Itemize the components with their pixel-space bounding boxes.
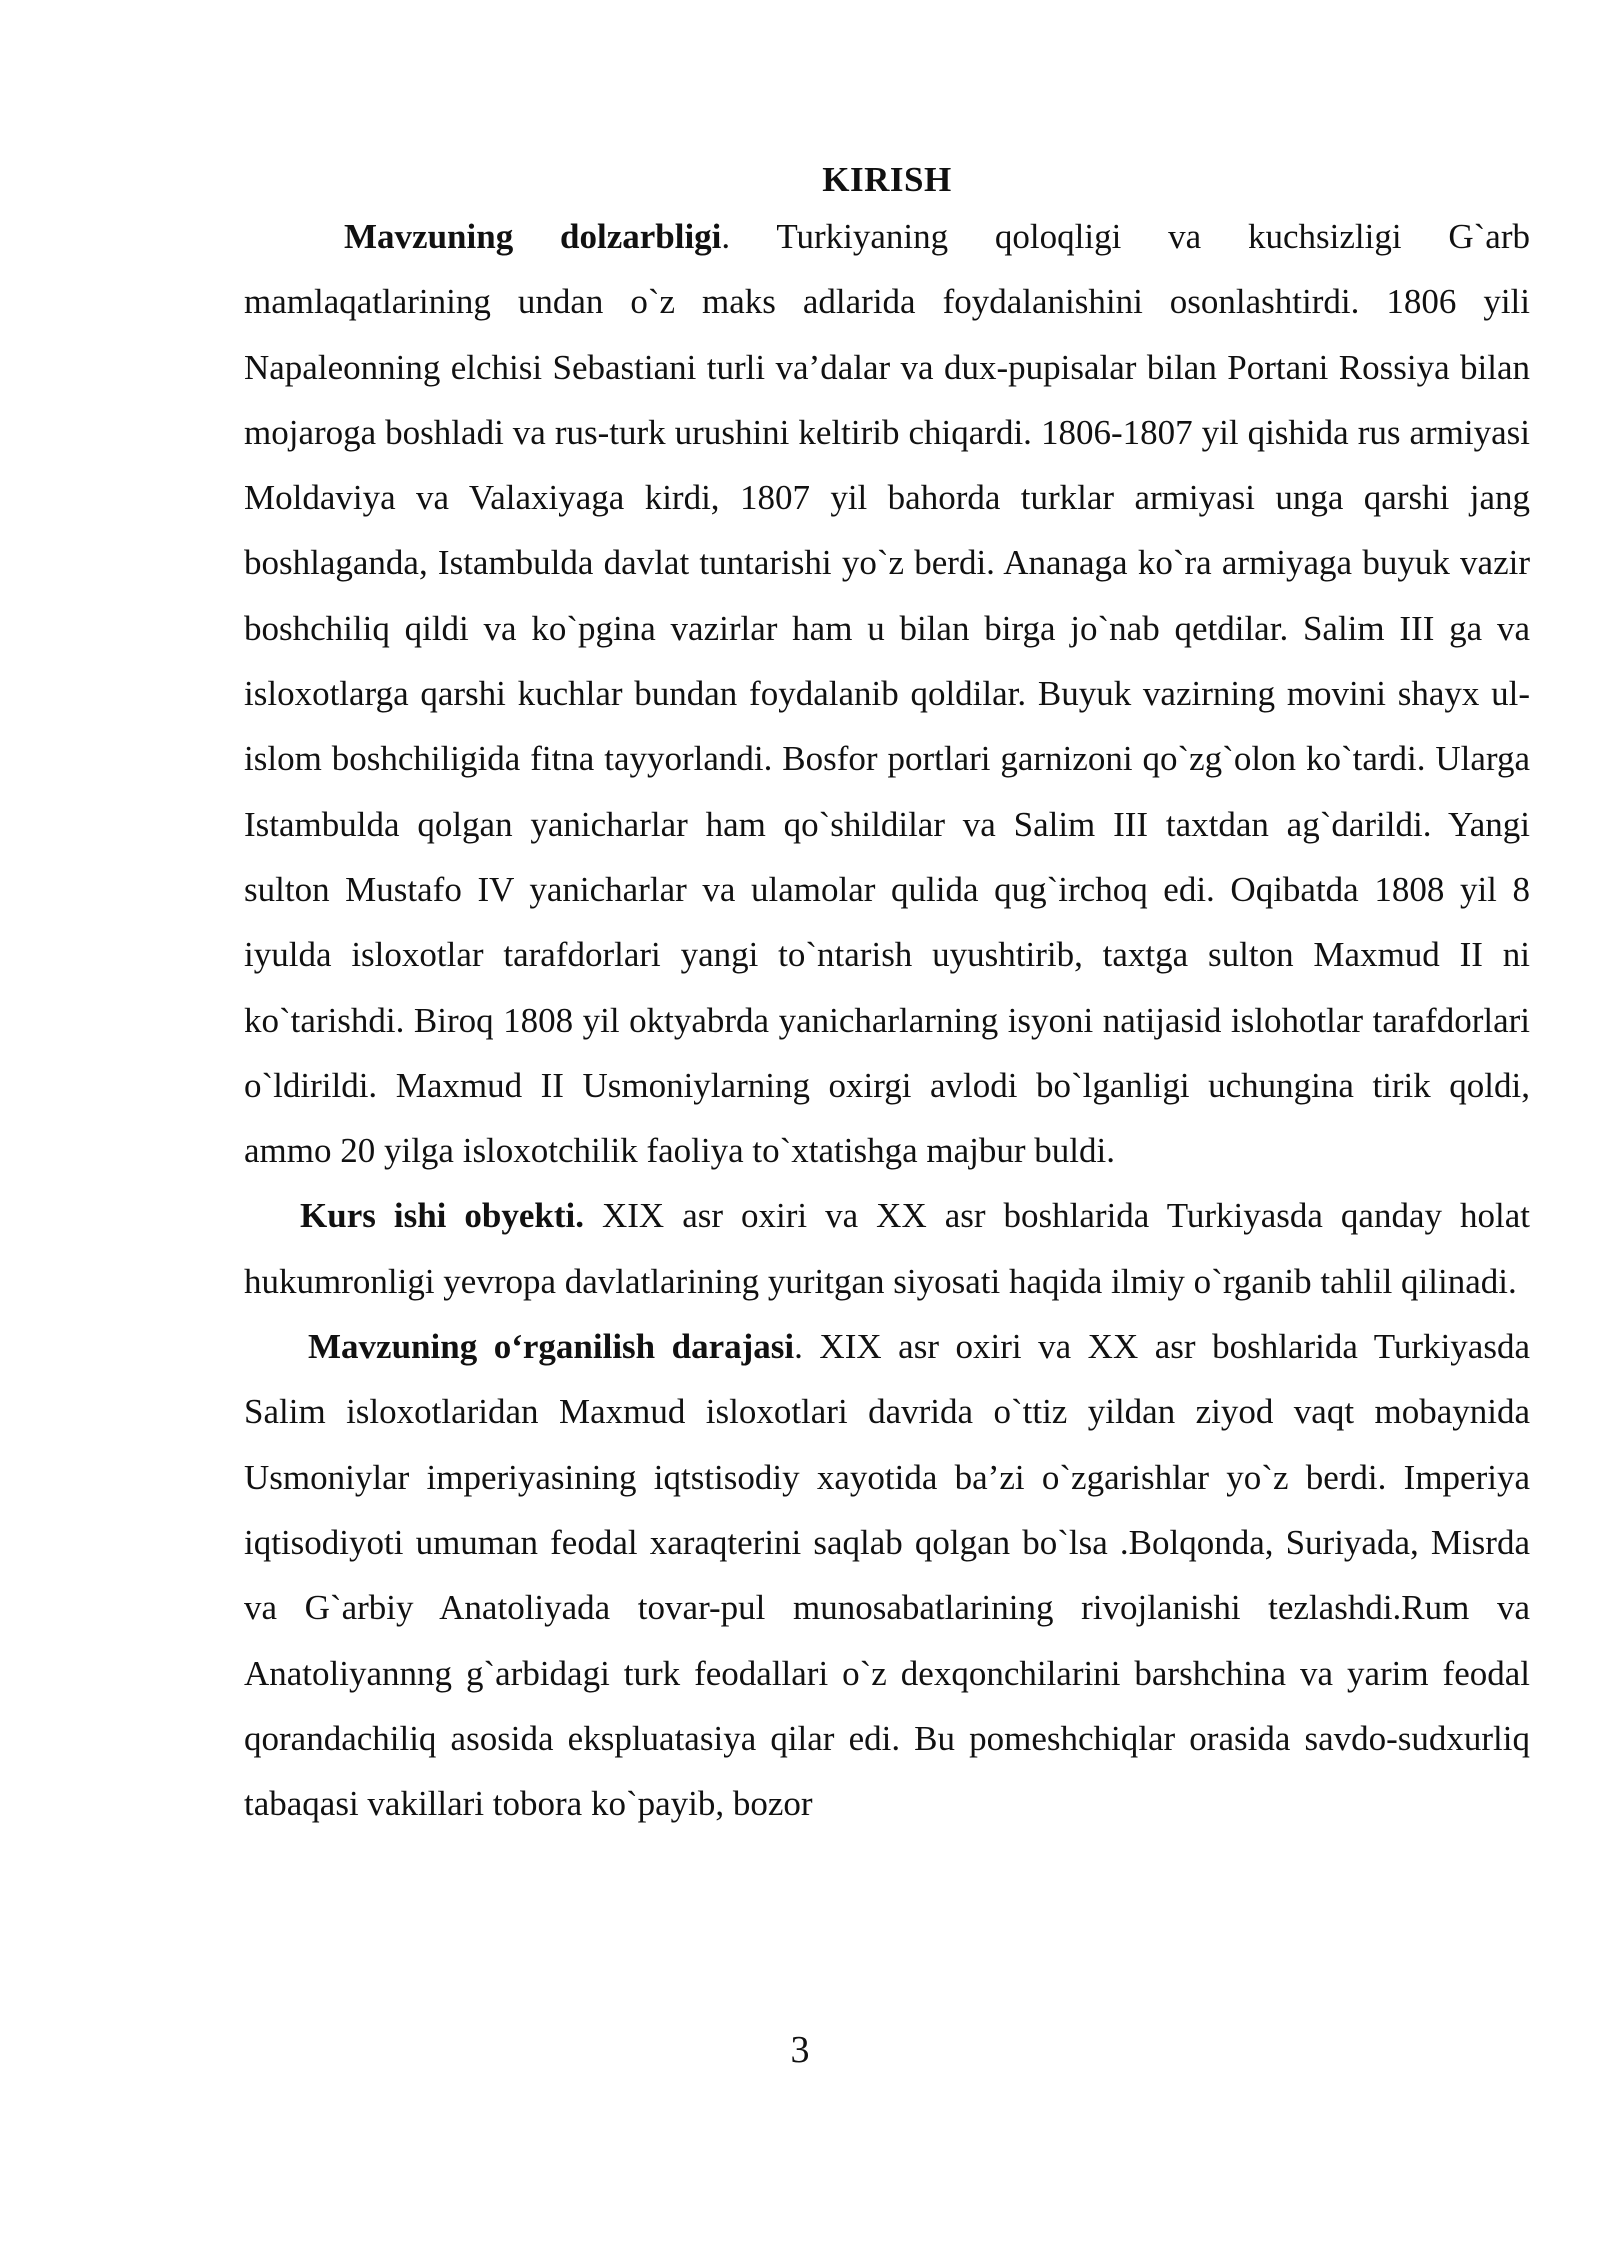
paragraph-relevance: [244, 204, 1530, 1183]
paragraph-text: Turkiyaning qoloqligi va kuchsizligi G`arb mamlaqatlarining undan o`z maks adlarida foydalanishini osonlashtirdi. 1806 yili Napaleonning elchisi Sebastiani turli va’dalar va dux-pupisalar bilan Portani Rossiya bilan mojaroga boshladi va rus-turk urushini keltirib chiqardi. 1806-1807 yil qishida rus armiyasi Moldaviya va Valaxiyaga kirdi, 1807 yil bahorda turklar armiyasi unga qarshi jang boshlaganda, Istambulda davlat tuntarishi yo`z berdi. Ananaga ko`ra armiyaga buyuk vazir boshchiliq qildi va ko`pgina vazirlar ham u bilan birga jo`nab qetdilar. Salim III ga va isloxotlarga qarshi kuchlar bundan foydalanib qoldilar. Buyuk vazirning movini shayx ul-islom boshchiligida fitna tayyorlandi. Bosfor portlari garnizoni qo`zg`olon ko`tardi. Ularga Istambulda qolgan yanicharlar ham qo`shildilar va Salim III taxtdan ag`darildi. Yangi sulton Mustafo IV yanicharlar va ulamolar qulida qug`irchoq edi. Oqibatda 1808 yil 8 iyulda isloxotlar tarafdorlari yangi to`ntarish uyushtirib, taxtga sulton Maxmud II ni ko`tarishdi. Biroq 1808 yil oktyabrda yanicharlarning isyoni natijasid islohotlar tarafdorlari o`ldirildi. Maxmud II Usmoniylarning oxirgi avlodi bo`lganligi uchungina tirik qoldi, ammo 20 yilga isloxotchilik faoliya to`xtatishga majbur buldi.: [244, 217, 1530, 1171]
paragraph-label: Mavzuning o‘rganilish darajasi: [308, 1327, 795, 1367]
paragraph-study-level: [244, 1314, 1530, 1836]
page-number: 3: [790, 2029, 810, 2071]
paragraph-label: Mavzuning dolzarbligi: [344, 217, 722, 256]
paragraph-text: XIX asr oxiri va XX asr boshlarida Turkiyasda Salim isloxotlaridan Maxmud isloxotlari davrida o`ttiz yildan ziyod vaqt mobaynida Usmoniylar imperiyasining iqtstisodiy xayotida ba’zi o`zgarishlar yo`z berdi. Imperiya iqtisodiyoti umuman feodal xaraqterini saqlab qolgan bo`lsa .Bolqonda, Suriyada, Misrda va G`arbiy Anatoliyada tovar-pul munosabatlarining rivojlanishi tezlashdi.Rum va Anatoliyannng g`arbidagi turk feodallari o`z dexqonchilarini barshchina va yarim feodal qorandachiliq asosida ekspluatasiya qilar edi. Bu pomeshchiqlar orasida savdo-sudxurliq tabaqasi vakillari tobora ko`payib, bozor: [244, 1327, 1530, 1824]
document-page: [244, 158, 1530, 1836]
section-heading: KIRISH: [822, 160, 952, 199]
label-suffix: .: [794, 1327, 803, 1367]
paragraph-text: XIX asr oxiri va XX asr boshlarida Turkiyasda qanday holat hukumronligi yevropa davlatlarining yuritgan siyosati haqida ilmiy o`rganib tahlil qilinadi.: [244, 1196, 1530, 1301]
paragraph-label: Kurs ishi obyekti.: [300, 1196, 584, 1236]
label-suffix: .: [721, 217, 731, 256]
paragraph-object: [244, 1183, 1530, 1314]
